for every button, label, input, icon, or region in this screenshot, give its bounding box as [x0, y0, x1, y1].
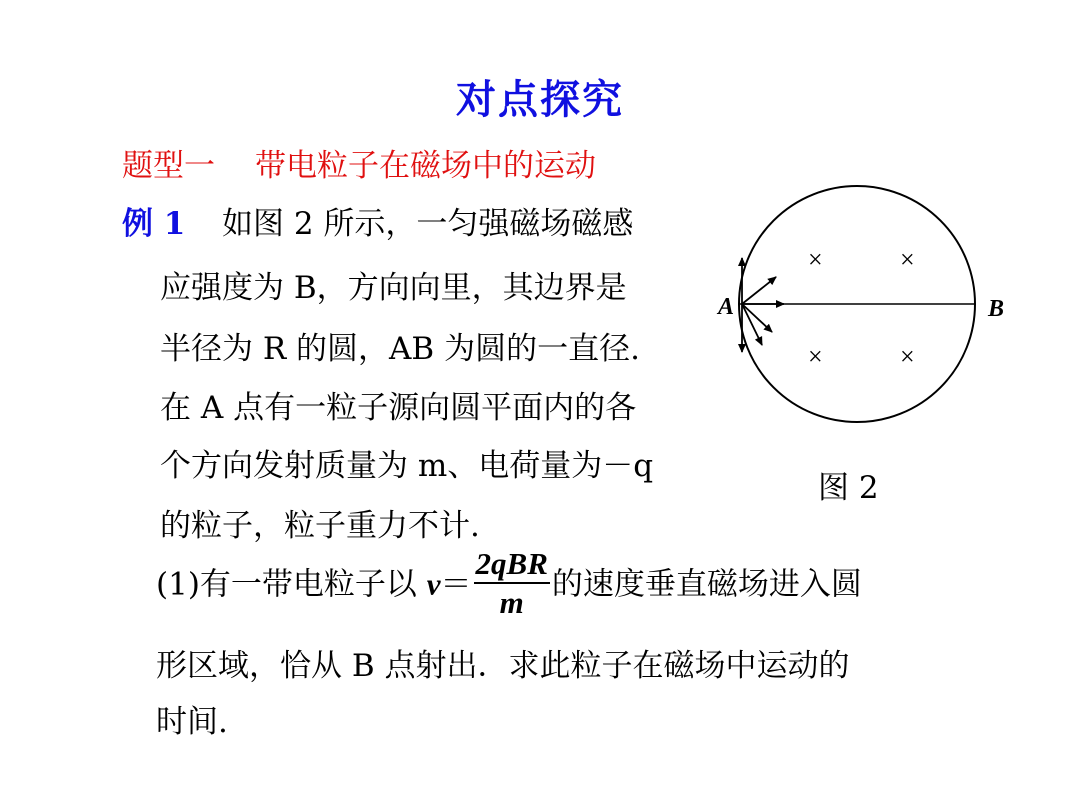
field-cross: × — [900, 342, 915, 371]
magnetic-field-figure — [700, 180, 1020, 450]
example-line-3: 半径为 R 的圆，AB 为圆的一直径. — [160, 331, 640, 367]
example-line-6: 的粒子，粒子重力不计. — [160, 508, 480, 544]
point-b-label: B — [988, 296, 1005, 322]
example-line-2: 应强度为 B，方向向里，其边界是 — [160, 270, 627, 306]
example-line-4: 在 A 点有一粒子源向圆平面内的各 — [160, 390, 637, 426]
field-cross: × — [808, 342, 823, 371]
field-cross: × — [808, 245, 823, 274]
equals-sign: ＝ — [440, 566, 472, 603]
point-a-label: A — [718, 294, 735, 320]
fraction-numerator: 2qBR — [474, 546, 550, 584]
question-line-3: 时间. — [156, 704, 228, 740]
page-title: 对点探究 — [456, 76, 624, 123]
velocity-variable: v — [426, 566, 441, 602]
question-line-2: 形区域，恰从 B 点射出．求此粒子在磁场中运动的 — [156, 648, 850, 684]
figure-caption: 图 2 — [818, 470, 879, 506]
section-name: 带电粒子在磁场中的运动 — [255, 148, 596, 184]
field-crosses — [808, 245, 915, 371]
example-label: 例 1 — [122, 206, 186, 242]
velocity-fraction — [474, 546, 550, 622]
example-line-5: 个方向发射质量为 m、电荷量为－q — [160, 448, 654, 484]
section-prefix: 题型一 — [122, 148, 215, 184]
velocity-arrows — [742, 258, 784, 352]
question-suffix: 的速度垂直磁场进入圆 — [551, 566, 862, 603]
question-line-1 — [156, 548, 862, 624]
section-heading — [122, 140, 596, 185]
field-cross: × — [900, 245, 915, 274]
fraction-denominator: m — [499, 585, 524, 620]
question-prefix: (1)有一带电粒子以 — [156, 566, 427, 603]
example-line-1: 如图 2 所示，一匀强磁场磁感 — [222, 206, 634, 242]
